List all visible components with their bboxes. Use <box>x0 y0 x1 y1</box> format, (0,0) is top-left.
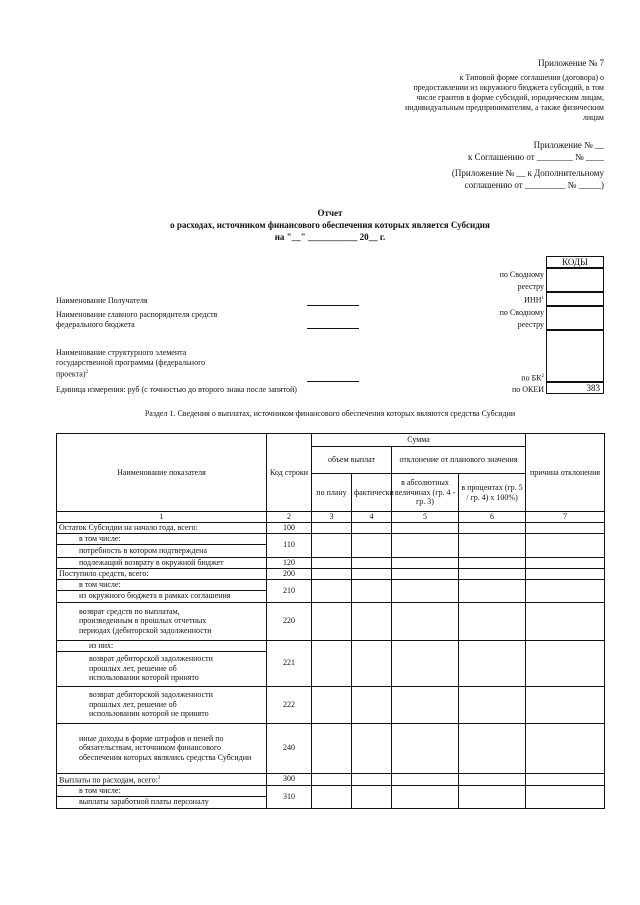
cell[interactable] <box>459 686 526 723</box>
cell[interactable] <box>352 557 392 568</box>
row-label: Выплаты по расходам, всего:$^3$ <box>57 773 267 785</box>
col-header-name: Наименование показателя <box>57 434 267 512</box>
cell[interactable] <box>526 533 605 557</box>
table-row <box>57 686 605 723</box>
appendix-number: Приложение № 7 <box>538 58 604 68</box>
report-subtitle: о расходах, источником финансового обеспечения которых является Субсидия <box>170 220 490 230</box>
cell[interactable] <box>526 773 605 785</box>
unit-label: Единица измерения: руб (с точностью до второго знака после запятой) <box>56 385 297 394</box>
table-row <box>57 533 605 544</box>
row-code: 310 <box>267 785 312 808</box>
row-label: в том числе: <box>57 579 267 590</box>
cell[interactable] <box>392 640 459 686</box>
cell[interactable] <box>392 568 459 579</box>
row-label: подлежащий возврату в окружной бюджет <box>57 557 267 568</box>
cell[interactable] <box>312 686 352 723</box>
appendix-number-2: Приложение № __ <box>533 140 604 150</box>
cell[interactable] <box>526 579 605 602</box>
cell[interactable] <box>352 602 392 640</box>
payments-table <box>56 433 605 809</box>
col-number: 2 <box>267 512 312 523</box>
col-number: 7 <box>526 512 605 523</box>
cell[interactable] <box>459 773 526 785</box>
cell[interactable] <box>459 568 526 579</box>
cell[interactable] <box>526 522 605 533</box>
cell[interactable] <box>352 723 392 773</box>
row-label: в том числе: <box>57 533 267 544</box>
addendum-ref-2: соглашению от _________ № _____) <box>464 180 604 190</box>
row-label: Остаток Субсидии на начало года, всего: <box>57 522 267 533</box>
struct-element-label: Наименование структурного элемента государственной программы (федерального проекта)$^2$ <box>56 348 206 379</box>
table-row <box>57 640 605 651</box>
row-code: 210 <box>267 579 312 602</box>
cell[interactable] <box>459 723 526 773</box>
cell[interactable] <box>352 579 392 602</box>
cell[interactable] <box>459 522 526 533</box>
codes-label-okei: по ОКЕИ <box>511 385 544 394</box>
table-row <box>57 579 605 590</box>
cell[interactable] <box>312 723 352 773</box>
cell[interactable] <box>312 533 352 557</box>
codes-label-inn: ИНН$^1$ <box>524 295 544 305</box>
addendum-ref-1: (Приложение № __ к Дополнительному <box>451 168 604 178</box>
cell[interactable] <box>459 557 526 568</box>
appendix-description: к Типовой форме соглашения (договора) о предоставлении из окружного бюджета субсидий, в том числе грантов в форме субсидий, юридическим лицам, индивидуальным предпринимателям, а также физическим лицам <box>405 73 604 122</box>
table-row <box>57 522 605 533</box>
table-row <box>57 723 605 773</box>
section-title: Раздел 1. Сведения о выплатах, источником финансового обеспечения которых являются средства Субсидии <box>144 409 516 418</box>
cell[interactable] <box>392 686 459 723</box>
code-cell-bk[interactable] <box>546 330 604 382</box>
row-label: из них: <box>57 640 267 651</box>
cell[interactable] <box>459 640 526 686</box>
code-cell-okei: 383 <box>546 382 604 394</box>
row-code: 120 <box>267 557 312 568</box>
cell[interactable] <box>392 723 459 773</box>
col-number: 4 <box>352 512 392 523</box>
cell[interactable] <box>526 686 605 723</box>
cell[interactable] <box>312 557 352 568</box>
row-label: в том числе: <box>57 785 267 796</box>
cell[interactable] <box>526 785 605 808</box>
row-label: иные доходы в форме штрафов и пеней по обязательствам, источником финансового обеспечения которых являлись средства Субсидии <box>57 723 267 773</box>
row-code: 110 <box>267 533 312 557</box>
row-code: 200 <box>267 568 312 579</box>
col-header-sum: Сумма <box>312 434 526 447</box>
codes-label-svod2: по Сводному <box>499 308 544 317</box>
col-header-pct: в процентах (гр. 5 / гр. 4) x 100%) <box>459 474 526 512</box>
row-label: выплаты заработной платы персоналу <box>57 796 267 808</box>
cell[interactable] <box>459 602 526 640</box>
code-cell-svod1[interactable] <box>546 268 604 292</box>
table-row <box>57 568 605 579</box>
col-header-deviation: отклонение от планового значения <box>392 447 526 474</box>
cell[interactable] <box>392 533 459 557</box>
report-date: на "__" ___________ 20__ г. <box>274 232 386 242</box>
cell[interactable] <box>352 785 392 808</box>
codes-header: КОДЫ <box>546 256 604 268</box>
cell[interactable] <box>312 640 352 686</box>
table-row <box>57 602 605 640</box>
cell[interactable] <box>312 568 352 579</box>
cell[interactable] <box>526 568 605 579</box>
col-number: 6 <box>459 512 526 523</box>
row-label: возврат дебиторской задолженности прошлых лет, решение об использовании которой принято <box>57 651 267 686</box>
row-label: из окружного бюджета в рамках соглашения <box>57 590 267 602</box>
recipient-field[interactable] <box>307 305 359 306</box>
col-header-code: Код строки <box>267 434 312 512</box>
codes-label-svod1b: реестру <box>517 282 544 291</box>
cell[interactable] <box>352 773 392 785</box>
row-label: возврат дебиторской задолженности прошлых лет, решение об использовании которой не принято <box>57 686 267 723</box>
table-row <box>57 773 605 785</box>
table-row <box>57 557 605 568</box>
cell[interactable] <box>459 579 526 602</box>
cell[interactable] <box>352 533 392 557</box>
row-code: 221 <box>267 640 312 686</box>
cell[interactable] <box>526 602 605 640</box>
cell[interactable] <box>352 522 392 533</box>
cell[interactable] <box>312 773 352 785</box>
struct-element-field[interactable] <box>307 381 359 382</box>
cell[interactable] <box>392 579 459 602</box>
code-cell-svod2[interactable] <box>546 306 604 330</box>
col-header-volume: объем выплат <box>312 447 392 474</box>
cell[interactable] <box>459 533 526 557</box>
row-code: 222 <box>267 686 312 723</box>
cell[interactable] <box>526 557 605 568</box>
cell[interactable] <box>312 785 352 808</box>
col-number: 5 <box>392 512 459 523</box>
col-header-abs: в абсолютных величинах (гр. 4 - гр. 3) <box>392 474 459 512</box>
cell[interactable] <box>392 522 459 533</box>
row-code: 240 <box>267 723 312 773</box>
cell[interactable] <box>352 686 392 723</box>
row-label: Поступило средств, всего: <box>57 568 267 579</box>
cell[interactable] <box>392 773 459 785</box>
cell[interactable] <box>392 785 459 808</box>
cell[interactable] <box>526 640 605 686</box>
manager-label: Наименование главного распорядителя средств федерального бюджета <box>56 310 218 329</box>
report-title: Отчет <box>317 208 343 218</box>
table-row <box>57 785 605 796</box>
cell[interactable] <box>352 568 392 579</box>
row-label: возврат средств по выплатам, произведенным в прошлых отчетных периодах (дебиторской задолженности <box>57 602 267 640</box>
code-cell-inn[interactable] <box>546 292 604 306</box>
row-code: 220 <box>267 602 312 640</box>
cell[interactable] <box>392 557 459 568</box>
codes-label-bk: по $БК^2$ <box>521 373 544 383</box>
cell[interactable] <box>459 785 526 808</box>
recipient-label: Наименование Получателя <box>56 296 148 305</box>
cell[interactable] <box>312 602 352 640</box>
col-header-fact: фактически <box>352 474 392 512</box>
cell[interactable] <box>312 579 352 602</box>
cell[interactable] <box>352 640 392 686</box>
row-code: 300 <box>267 773 312 785</box>
agreement-ref: к Соглашению от ________ № ____ <box>467 152 604 162</box>
codes-label-svod2b: реестру <box>517 320 544 329</box>
row-label: потребность в котором подтверждена <box>57 544 267 557</box>
col-number: 3 <box>312 512 352 523</box>
col-number: 1 <box>57 512 267 523</box>
cell[interactable] <box>392 602 459 640</box>
col-header-reason: причина отклонения <box>526 434 605 512</box>
col-header-plan: по плану <box>312 474 352 512</box>
codes-label-svod1: по Сводному <box>499 270 544 279</box>
cell[interactable] <box>312 522 352 533</box>
row-code: 100 <box>267 522 312 533</box>
manager-field[interactable] <box>307 328 359 329</box>
cell[interactable] <box>526 723 605 773</box>
